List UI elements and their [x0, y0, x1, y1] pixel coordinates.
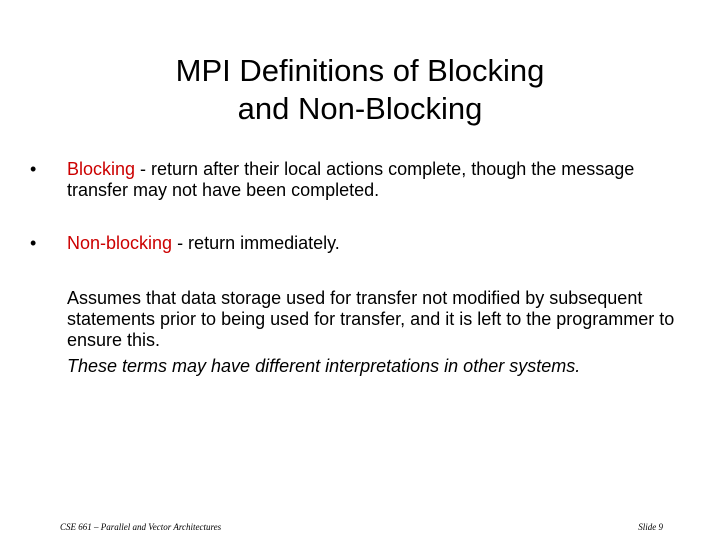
bullet-blocking: [30, 159, 667, 201]
term-blocking: Blocking: [67, 159, 136, 179]
bullet-marker: •: [30, 233, 37, 253]
bullet-text: - return after their local actions complete, though the message transfer may not have been completed.: [67, 159, 635, 200]
footer-course: CSE 661 – Parallel and Vector Architectures: [60, 522, 222, 532]
slide-title: [60, 52, 660, 128]
bullet-body: [67, 159, 667, 201]
bullet-text: - return immediately.: [172, 233, 340, 253]
explanation-paragraph: Assumes that data storage used for transfer not modified by subsequent statements prior to being used for transfer, and it is left to the programmer to ensure this.: [67, 288, 675, 350]
footer-slide-number: Slide 9: [638, 522, 663, 532]
bullet-non-blocking: [30, 233, 667, 254]
slide-title-line-1: MPI Definitions of Blocking: [175, 53, 545, 88]
bullet-body: [67, 233, 667, 254]
term-non-blocking: Non-blocking: [67, 233, 173, 253]
slide-title-line-2: and Non-Blocking: [237, 91, 483, 126]
bullet-marker: •: [30, 159, 37, 179]
italic-note: These terms may have different interpretations in other systems.: [67, 356, 581, 376]
